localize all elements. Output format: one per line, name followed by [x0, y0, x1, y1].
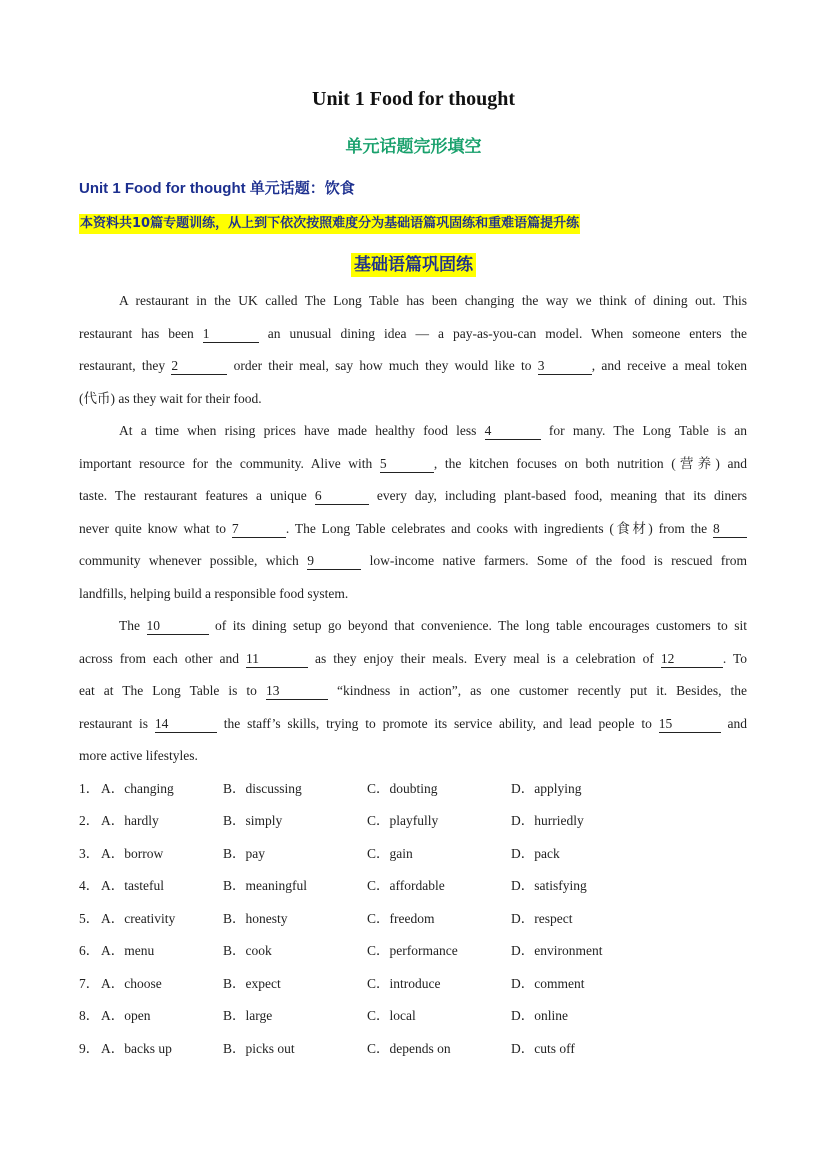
option-d[interactable]: D．online [511, 1008, 568, 1023]
option-a[interactable]: A．tasteful [101, 878, 164, 893]
passage-line: taste. The restaurant features a unique 6 every day, including plant-based food, meaning that its diners [79, 488, 747, 503]
passage-line: (代币) as they wait for their food. [79, 391, 262, 406]
question-number: 7． [79, 976, 100, 991]
option-d[interactable]: D．respect [511, 911, 573, 926]
option-c[interactable]: C．gain [367, 846, 413, 861]
passage-line: A restaurant in the UK called The Long Table has been changing the way we think of dining out. This [119, 293, 747, 308]
option-d[interactable]: D．pack [511, 846, 560, 861]
option-d[interactable]: D．satisfying [511, 878, 587, 893]
question-number: 8． [79, 1008, 100, 1023]
option-b[interactable]: B．honesty [223, 911, 288, 926]
passage-line: restaurant is 14 the staff’s skills, trying to promote its service ability, and lead people to 15 and [79, 716, 748, 731]
blank-7[interactable]: 7 [232, 520, 286, 538]
blank-2[interactable]: 2 [171, 357, 227, 375]
blank-15[interactable]: 15 [659, 715, 721, 733]
passage-line: eat at The Long Table is to 13 “kindness in action”, as one customer recently put it. Besides, the [79, 683, 748, 698]
option-b[interactable]: B．large [223, 1008, 273, 1023]
option-a[interactable]: A．borrow [101, 846, 164, 861]
option-d[interactable]: D．environment [511, 943, 603, 958]
option-a[interactable]: A．choose [101, 976, 162, 991]
section-heading [0, 250, 827, 275]
option-d[interactable]: D．cuts off [511, 1041, 575, 1056]
passage-line: community whenever possible, which 9 low-income native farmers. Some of the food is rescued from [79, 553, 747, 568]
blank-10[interactable]: 10 [147, 617, 209, 635]
option-b[interactable]: B．simply [223, 813, 283, 828]
question-number: 4． [79, 878, 100, 893]
option-d[interactable]: D．hurriedly [511, 813, 584, 828]
passage-line: across from each other and 11 as they enjoy their meals. Every meal is a celebration of 12 . To [79, 651, 748, 666]
passage-line: The 10 of its dining setup go beyond that convenience. The long table encourages customers to sit [119, 618, 747, 633]
option-a[interactable]: A．menu [101, 943, 155, 958]
blank-8[interactable]: 8 [713, 520, 747, 538]
unit-topic: Unit 1 Food for thought 单元话题：饮食 [79, 180, 355, 197]
passage-line: At a time when rising prices have made healthy food less 4 for many. The Long Table is an [119, 423, 748, 438]
option-a[interactable]: A．creativity [101, 911, 176, 926]
section-heading-text: 基础语篇巩固练 [351, 253, 476, 277]
question-number: 3． [79, 846, 100, 861]
blank-14[interactable]: 14 [155, 715, 217, 733]
blank-12[interactable]: 12 [661, 650, 723, 668]
option-c[interactable]: C．introduce [367, 976, 441, 991]
option-c[interactable]: C．affordable [367, 878, 445, 893]
option-c[interactable]: C．doubting [367, 781, 438, 796]
passage-line: more active lifestyles. [79, 748, 198, 763]
blank-5[interactable]: 5 [380, 455, 434, 473]
page-subtitle: 单元话题完形填空 [345, 137, 482, 157]
option-b[interactable]: B．discussing [223, 781, 302, 796]
notice-banner: 本资料共10篇专题训练，从上到下依次按照难度分为基础语篇巩固练和重难语篇提升练 [79, 214, 580, 234]
blank-6[interactable]: 6 [315, 487, 369, 505]
passage-line: never quite know what to 7 . The Long Table celebrates and cooks with ingredients (食材) from the 8 [79, 519, 747, 539]
option-b[interactable]: B．pay [223, 846, 265, 861]
question-number: 9． [79, 1041, 100, 1056]
option-c[interactable]: C．local [367, 1008, 416, 1023]
blank-13[interactable]: 13 [266, 682, 328, 700]
blank-4[interactable]: 4 [485, 422, 541, 440]
option-b[interactable]: B．cook [223, 943, 272, 958]
option-d[interactable]: D．comment [511, 976, 585, 991]
option-a[interactable]: A．backs up [101, 1041, 172, 1056]
blank-1[interactable]: 1 [203, 325, 259, 343]
passage-line: restaurant, they 2 order their meal, say how much they would like to 3 , and receive a meal token [79, 358, 748, 373]
question-number: 1． [79, 781, 100, 796]
question-number: 5． [79, 911, 100, 926]
option-c[interactable]: C．performance [367, 943, 458, 958]
page-title: Unit 1 Food for thought [312, 88, 515, 110]
option-b[interactable]: B．expect [223, 976, 281, 991]
question-number: 6． [79, 943, 100, 958]
option-c[interactable]: C．playfully [367, 813, 439, 828]
option-a[interactable]: A．open [101, 1008, 151, 1023]
blank-9[interactable]: 9 [307, 552, 361, 570]
option-b[interactable]: B．picks out [223, 1041, 295, 1056]
question-number: 2． [79, 813, 100, 828]
option-b[interactable]: B．meaningful [223, 878, 307, 893]
option-a[interactable]: A．hardly [101, 813, 159, 828]
blank-11[interactable]: 11 [246, 650, 308, 668]
passage-line: restaurant has been 1 an unusual dining idea — a pay-as-you-can model. When someone enters the [79, 326, 748, 341]
passage-line: important resource for the community. Alive with 5 , the kitchen focuses on both nutrition (营养) and [79, 456, 748, 471]
option-c[interactable]: C．freedom [367, 911, 435, 926]
option-d[interactable]: D．applying [511, 781, 582, 796]
blank-3[interactable]: 3 [538, 357, 592, 375]
passage-line: landfills, helping build a responsible food system. [79, 586, 349, 601]
option-c[interactable]: C．depends on [367, 1041, 451, 1056]
option-a[interactable]: A．changing [101, 781, 174, 796]
